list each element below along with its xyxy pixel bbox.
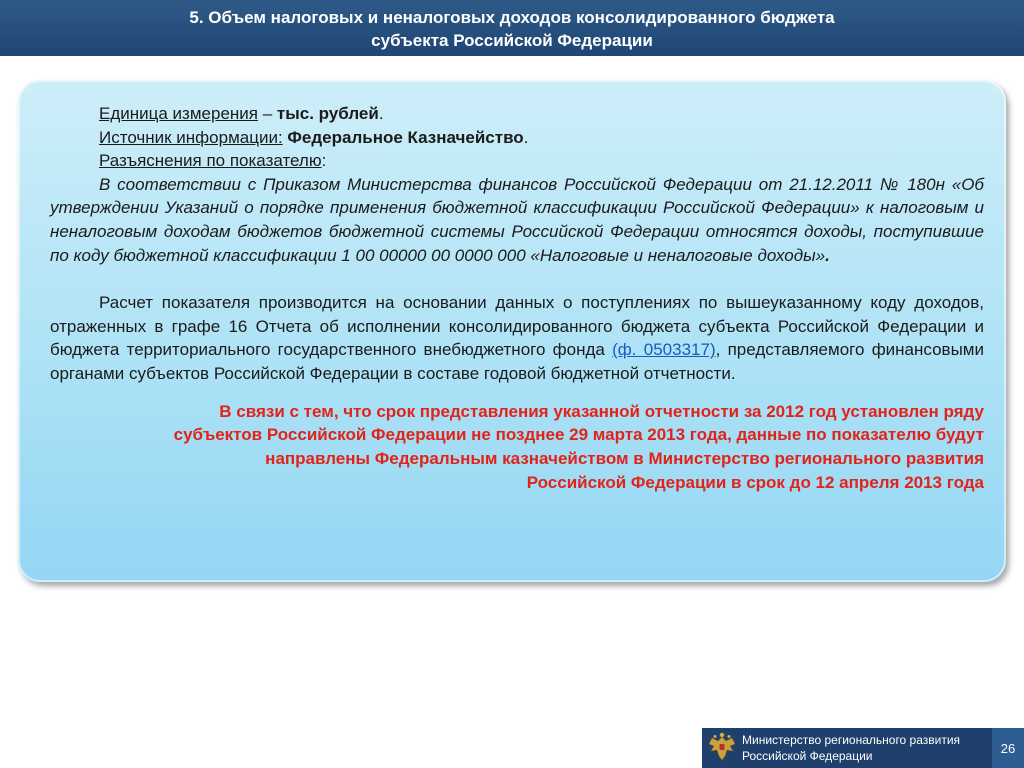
ministry-name-line-2: Российской Федерации [742,749,873,763]
source-value: Федеральное Казначейство [287,127,524,147]
slide-title-line-2: субъекта Российской Федерации [371,31,653,50]
calc-text-before: Расчет показателя производится на основании данных о поступлениях по вышеуказанному коду доходов, отраженных в графе 16 Отчета об исполнении консолидированного бюджета субъекта Российской Федерации и бюджета территориального государственного внебюджетного фонда [50,293,984,360]
unit-value: тыс. рублей [276,104,379,123]
explanations-label: Разъяснения по показателю [99,151,322,171]
notice-line-1: В связи с тем, что срок представления указанной отчетности за 2012 год установлен ряду [219,401,984,421]
ministry-footer [702,728,1024,768]
source-label: Источник информации: [99,127,283,147]
double-headed-eagle-icon [706,731,738,765]
unit-label: Единица измерения [99,104,258,123]
legal-basis-main: В соответствии с Приказом Министерства финансов Российской Федерации от 21.12.2011 № 180н «Об утверждении Указаний о порядке применения бюджетной классификации Российской Федерации» к налоговым и неналоговым доходам бюджетов бюджетной системы Российской Федерации относятся доходы, поступившие по коду бюджетной классификации 1 00 00000 00 0000 000 «Налоговые и неналоговые доходы» [50,174,984,265]
spacer [50,386,984,400]
page-number: 26 [992,728,1024,768]
calculation-text [50,291,984,385]
spacer [50,267,984,291]
notice-line-2: субъектов Российской Федерации не позднее 29 марта 2013 года, данные по показателю будут [173,425,984,445]
unit-row: Единица измерения – тыс. рублей. [99,104,384,123]
notice-line-3: направлены Федеральным казначейством в Министерство регионального развития [265,449,984,469]
calc-text-after: , представляемого финансовыми органами субъектов Российской Федерации в составе годовой бюджетной отчетности. [50,340,984,383]
ministry-name-line-1: Министерство регионального развития [742,733,961,747]
slide-header [0,0,1024,56]
form-0503317-link[interactable]: (ф. 0503317) [612,340,716,360]
legal-basis-text: В соответствии с Приказом Министерства финансов Российской Федерации от 21.12.2011 № 180н «Об утверждении Указаний о порядке применения бюджетной классификации Российской Федерации» к налоговым и неналоговым доходам бюджетов бюджетной системы Российской Федерации относятся доходы, поступившие по коду бюджетной классификации 1 00 00000 00 0000 000 «Налоговые и неналоговые доходы». [50,174,984,265]
ministry-name [742,732,990,764]
content-panel [18,80,1006,582]
unit-dash: – [258,104,277,123]
source-row: Источник информации: Федеральное Казначейство. [99,127,529,147]
deadline-notice [50,400,984,495]
notice-line-4: Российской Федерации в срок до 12 апреля 2013 года [526,472,984,492]
slide-title-line-1: 5. Объем налоговых и неналоговых доходов консолидированного бюджета [189,8,835,27]
explanations-row: Разъяснения по показателю: [99,151,327,171]
